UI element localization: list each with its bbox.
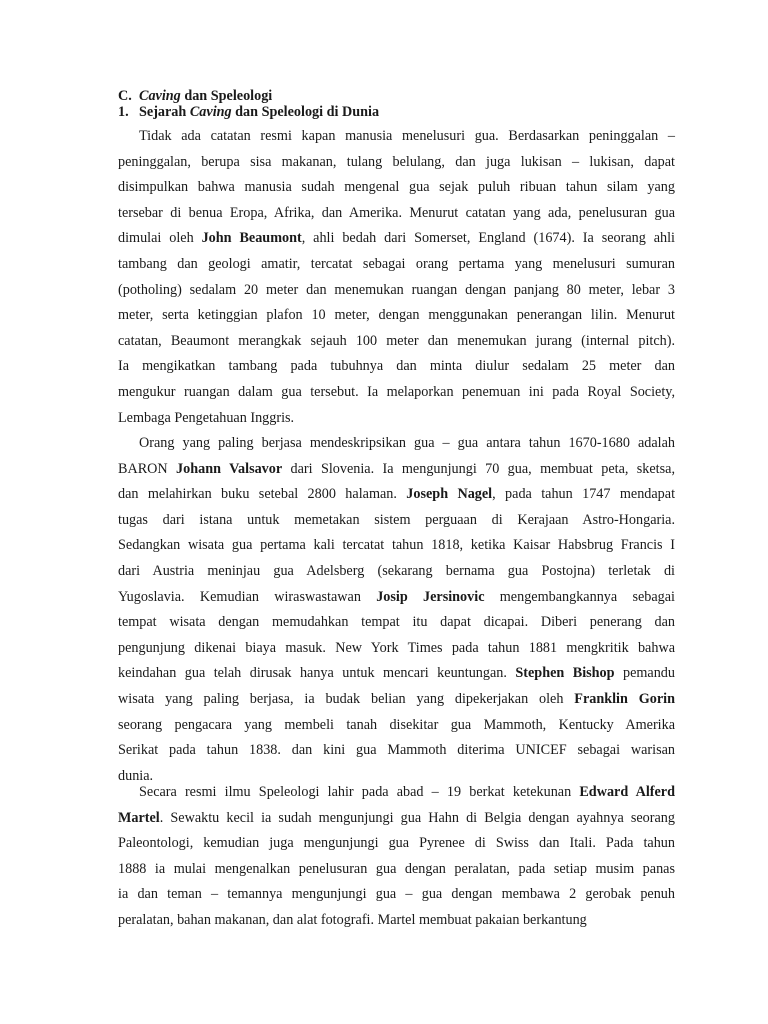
line-text: Paleontologi, kemudian juga mengunjungi gua Pyrenee di Swiss dan Itali. Pada tahun <box>118 835 675 852</box>
paragraph-line <box>118 661 675 687</box>
line-text: mengembangkannya sebagai <box>484 588 675 605</box>
paragraph-line <box>118 533 675 559</box>
line-text: Serikat pada tahun 1838. dan kini gua Mammoth diterima UNICEF sebagai warisan <box>118 742 675 759</box>
paragraph-line <box>118 380 675 406</box>
paragraph-line <box>118 636 675 662</box>
bold-name: John Beaumont <box>201 230 302 247</box>
paragraph-line <box>118 303 675 329</box>
paragraph-line <box>118 457 675 483</box>
paragraph-line <box>118 831 675 857</box>
line-text: tempat wisata dengan memudahkan tempat itu dapat dicapai. Diberi penerang dan <box>118 614 675 631</box>
paragraph-line <box>118 610 675 636</box>
paragraph-line <box>118 713 675 739</box>
line-text: wisata yang paling berjasa, ia budak belian yang dipekerjakan oleh <box>118 690 575 707</box>
line-text: pengunjung dikenai biaya masuk. New York Times pada tahun 1881 mengkritik bahwa <box>118 639 675 656</box>
line-text: Lembaga Pengetahuan Inggris. <box>118 409 295 426</box>
line-text: Orang yang paling berjasa mendeskripsikan gua – gua antara tahun 1670-1680 adalah <box>139 435 675 451</box>
line-text: , ahli bedah dari Somerset, England (1674). Ia seorang ahli <box>301 230 675 247</box>
line-text: pemandu <box>614 665 675 682</box>
heading-number: 1. <box>118 104 129 120</box>
paragraph-line <box>118 482 675 508</box>
paragraph-line <box>118 857 675 883</box>
paragraph-line <box>118 687 675 713</box>
heading-text: Sejarah <box>139 104 190 120</box>
line-text: dan melahirkan buku setebal 2800 halaman. <box>118 486 407 503</box>
line-text: Sedangkan wisata gua pertama kali tercatat tahun 1818, ketika Kaisar Habsbrug Francis I <box>118 537 675 554</box>
line-text: Ia mengikatkan tambang pada tubuhnya dan minta diulur sedalam 25 meter dan <box>118 358 675 375</box>
bold-name: Martel <box>118 809 160 826</box>
line-text: Secara resmi ilmu Speleologi lahir pada abad – 19 berkat ketekunan <box>139 784 580 800</box>
paragraph-line <box>118 882 675 908</box>
line-text: peninggalan, berupa sisa makanan, tulang belulang, dan juga lukisan – lukisan, dapat <box>118 153 675 170</box>
heading-italic: Caving <box>189 104 232 120</box>
line-text: dunia. <box>118 767 154 784</box>
heading-italic: Caving <box>139 88 181 104</box>
paragraph-3 <box>118 780 675 934</box>
line-text: disimpulkan bahwa manusia sudah mengenal gua sejak puluh ribuan tahun silam yang <box>118 179 675 196</box>
paragraph-line <box>118 431 675 457</box>
paragraph-line <box>118 329 675 355</box>
paragraph-line <box>118 150 675 176</box>
subsection-heading-1 <box>118 104 675 120</box>
paragraph-1 <box>118 124 675 431</box>
paragraph-line <box>118 226 675 252</box>
bold-name: Josip Jersinovic <box>376 588 485 605</box>
bold-name: Stephen Bishop <box>515 665 615 682</box>
paragraph-line <box>118 559 675 585</box>
heading-number: C. <box>118 88 132 104</box>
line-text: meter, serta ketinggian plafon 10 meter, dengan menggunakan penerangan lilin. Menurut <box>118 307 675 324</box>
paragraph-line <box>118 124 675 150</box>
line-text: (potholing) sedalam 20 meter dan menemukan ruangan dengan panjang 80 meter, lebar 3 <box>118 281 675 298</box>
line-text: 1888 ia mulai mengenalkan penelusuran gua dengan peralatan, pada setiap musim panas <box>118 860 675 877</box>
line-text: ia dan teman – temannya mengunjungi gua – gua dengan membawa 2 gerobak penuh <box>118 886 675 903</box>
paragraph-line <box>118 508 675 534</box>
paragraph-line <box>118 806 675 832</box>
line-text: tugas dari istana untuk memetakan sistem perguaan di Kerajaan Astro-Hongaria. <box>118 511 675 528</box>
heading-text: dan Speleologi di Dunia <box>231 104 380 120</box>
line-text: tersebar di benua Eropa, Afrika, dan Amerika. Menurut catatan yang ada, penelusuran gua <box>118 204 675 221</box>
line-text: dari Austria meninjau gua Adelsberg (sekarang bernama gua Postojna) terletak di <box>118 562 675 579</box>
paragraph-line <box>118 354 675 380</box>
line-text: catatan, Beaumont merangkak sejauh 100 meter dan menemukan jurang (internal pitch). <box>118 332 675 349</box>
section-heading-c <box>118 88 675 104</box>
line-text: BARON <box>118 460 177 477</box>
bold-name: Joseph Nagel <box>406 486 493 503</box>
bold-name: Johann Valsavor <box>176 460 283 477</box>
line-text: mengukur ruangan dalam gua tersebut. Ia melaporkan penemuan ini pada Royal Society, <box>118 383 675 400</box>
line-text: peralatan, bahan makanan, dan alat fotografi. Martel membuat pakaian berkantung <box>118 911 587 928</box>
line-text: Tidak ada catatan resmi kapan manusia menelusuri gua. Berdasarkan peninggalan – <box>139 128 675 144</box>
paragraph-line <box>118 585 675 611</box>
bold-name: Franklin Gorin <box>574 690 675 707</box>
line-text: Yugoslavia. Kemudian wiraswastawan <box>118 588 377 605</box>
line-text: , pada tahun 1747 mendapat <box>492 486 676 503</box>
paragraph-line <box>118 738 675 764</box>
line-text: keindahan gua telah dirusak hanya untuk mencari keuntungan. <box>118 665 516 682</box>
paragraph-line <box>118 201 675 227</box>
line-text: seorang pengacara yang membeli tanah disekitar gua Mammoth, Kentucky Amerika <box>118 716 675 733</box>
paragraph-line <box>118 252 675 278</box>
line-text: dari Slovenia. Ia mengunjungi 70 gua, membuat peta, sketsa, <box>282 460 675 477</box>
paragraph-line <box>118 406 675 432</box>
heading-text: dan Speleologi <box>180 88 273 104</box>
paragraph-line <box>118 780 675 806</box>
paragraph-line <box>118 175 675 201</box>
bold-name: Edward Alferd <box>579 784 675 800</box>
line-text: . Sewaktu kecil ia sudah mengunjungi gua Hahn di Belgia dengan ayahnya seorang <box>159 809 675 826</box>
paragraph-line <box>118 908 675 934</box>
paragraph-line <box>118 278 675 304</box>
line-text: dimulai oleh <box>118 230 202 247</box>
line-text: tambang dan geologi amatir, tercatat sebagai orang pertama yang menelusuri sumuran <box>118 255 675 272</box>
paragraph-2 <box>118 431 675 789</box>
